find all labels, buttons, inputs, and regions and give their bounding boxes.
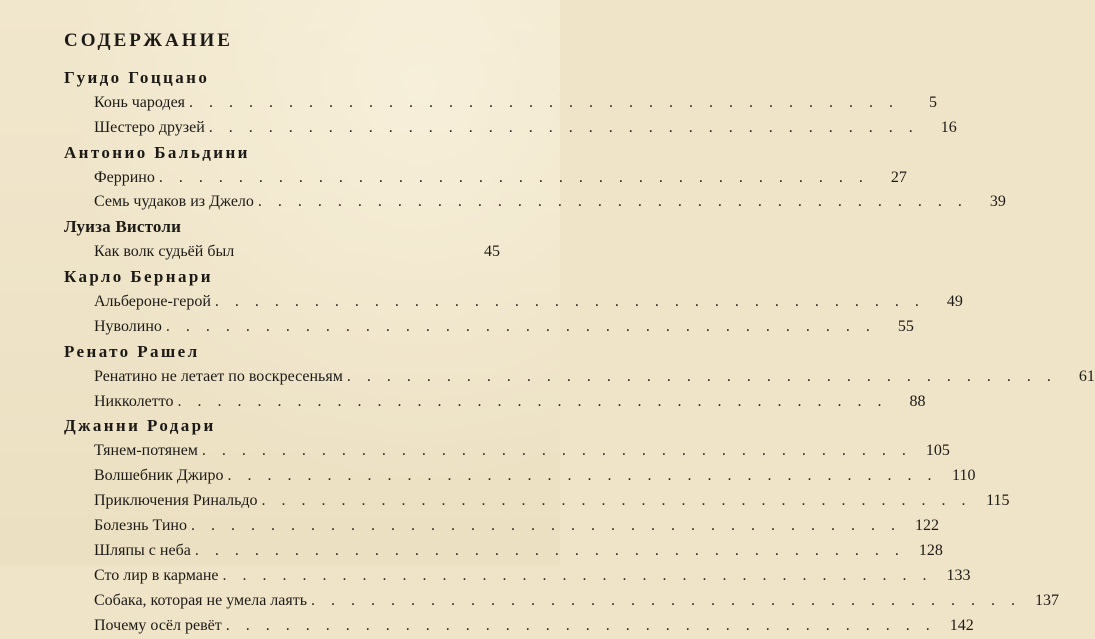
author-name: Антонио Бальдини (64, 142, 250, 162)
dot-leader: . . . . . . . . . . . . . . . . . . . . . . . . . . . . . . . . . . . . (227, 467, 938, 485)
contents-heading: СОДЕРЖАНИЕ (64, 30, 233, 51)
page-number: 88 (909, 392, 926, 410)
page-number: 110 (952, 467, 976, 485)
author-name: Джанни Родари (64, 416, 216, 436)
entry-title: Приключения Ринальдо (94, 492, 258, 510)
entry-title: Почему осёл ревёт (94, 616, 222, 634)
page-number: 45 (484, 243, 500, 261)
dot-leader: . . . . . . . . . . . . . . . . . . . . . . . . . . . . . . . . . . . . (158, 168, 869, 186)
dot-leader: . . . . . . . . . . . . . . . . . . . . . . . . . . . . . . . . . . . . (165, 317, 876, 335)
dot-leader: . . . . . . . . . . . . . . . . . . . . . . . . . . . . . . . . . . . . (311, 591, 1022, 609)
toc-entry (64, 190, 1006, 215)
page-number: 122 (914, 517, 939, 535)
dot-leader: . . . . . . . . . . . . . . . . . . . . . . . . . . . . . . . . . . . . (189, 93, 900, 111)
entry-title: Шестеро друзей (94, 118, 205, 136)
entry-title: Как волк судьёй был (94, 243, 235, 261)
toc-entry (64, 390, 926, 415)
toc-entry (64, 439, 950, 464)
dot-leader: . . . . . . . . . . . . . . . . . . . . . . . . . . . . . . . . . . . . (214, 293, 925, 311)
page-number: 61 (1078, 367, 1095, 385)
toc-entry (64, 240, 500, 265)
toc-entry (64, 514, 939, 539)
dot-leader: . . . . . . . . . . . . . . . . . . . . . . . . . . . . . . . . . . . . (201, 442, 912, 460)
toc-entry (64, 464, 976, 489)
toc-entry (64, 91, 938, 116)
author-name: Карло Бернари (64, 267, 213, 287)
entry-title: Феррино (94, 168, 155, 186)
page-number: 55 (897, 317, 914, 335)
entry-title: Собака, которая не умела лаять (94, 591, 308, 609)
entry-title: Альбероне-герой (94, 293, 211, 311)
toc-entry (64, 614, 974, 639)
toc-entry (64, 489, 1010, 514)
entry-title: Никколетто (94, 392, 174, 410)
page-number: 142 (949, 616, 974, 634)
dot-leader: . . . . . . . . . . . . . . . . . . . . . . . . . . . . . . . . . . . . (177, 392, 888, 410)
page-number: 115 (986, 492, 1010, 510)
entry-title: Волшебник Джиро (94, 467, 224, 485)
page-number: 16 (940, 118, 957, 136)
dot-leader: . . . . . . . . . . . . . . . . . . . . . . . . . . . . . . . . . . . . (194, 541, 905, 559)
page-number: 27 (890, 168, 907, 186)
table-of-contents (64, 66, 1095, 638)
entry-title: Болезнь Тино (94, 517, 187, 535)
page-number: 137 (1035, 591, 1060, 609)
page-number: 49 (946, 293, 963, 311)
dot-leader: . . . . . . . . . . . . . . . . . . . . . . . . . . . . . . . . . . . . (346, 367, 1057, 385)
author-name: Луиза Вистоли (64, 217, 182, 237)
toc-entry (64, 315, 914, 340)
toc-entry (64, 539, 943, 564)
toc-entry (64, 290, 963, 315)
dot-leader: . . . . . . . . . . . . . . . . . . . . . . . . . . . . . . . . . . . . (261, 492, 972, 510)
entry-title: Конь чародея (94, 93, 186, 111)
dot-leader: . . . . . . . . . . . . . . . . . . . . . . . . . . . . . . . . . . . . (257, 193, 968, 211)
entry-title: Семь чудаков из Джело (94, 193, 254, 211)
page-number: 5 (929, 93, 938, 111)
entry-title: Ренатино не летает по воскресеньям (94, 367, 343, 385)
author-name: Гуидо Гоццано (64, 68, 210, 87)
dot-leader: . . . . . . . . . . . . . . . . . . . . . . . . . . . . . . . . . . . . (208, 118, 919, 136)
toc-entry (64, 564, 971, 589)
entry-title: Нуволино (94, 317, 162, 335)
entry-title: Сто лир в кармане (94, 566, 219, 584)
toc-entry (64, 589, 1060, 614)
page-number: 128 (918, 541, 943, 559)
toc-entry (64, 116, 957, 141)
toc-entry (64, 365, 1095, 390)
dot-leader: . . . . . . . . . . . . . . . . . . . . . . . . . . . . . . . . . . . . (190, 517, 901, 535)
author-name: Ренато Рашел (64, 341, 200, 361)
page-number: 105 (925, 442, 950, 460)
dot-leader: . . . . . . . . . . . . . . . . . . . . . . . . . . . . . . . . . . . . (225, 616, 936, 634)
page-number: 39 (989, 193, 1006, 211)
page-number: 133 (946, 566, 971, 584)
dot-leader: . . . . . . . . . . . . . . . . . . . . . . . . . . . . . . . . . . . . (222, 566, 933, 584)
entry-title: Шляпы с неба (94, 541, 191, 559)
toc-entry (64, 166, 907, 191)
entry-title: Тянем-потянем (94, 442, 198, 460)
